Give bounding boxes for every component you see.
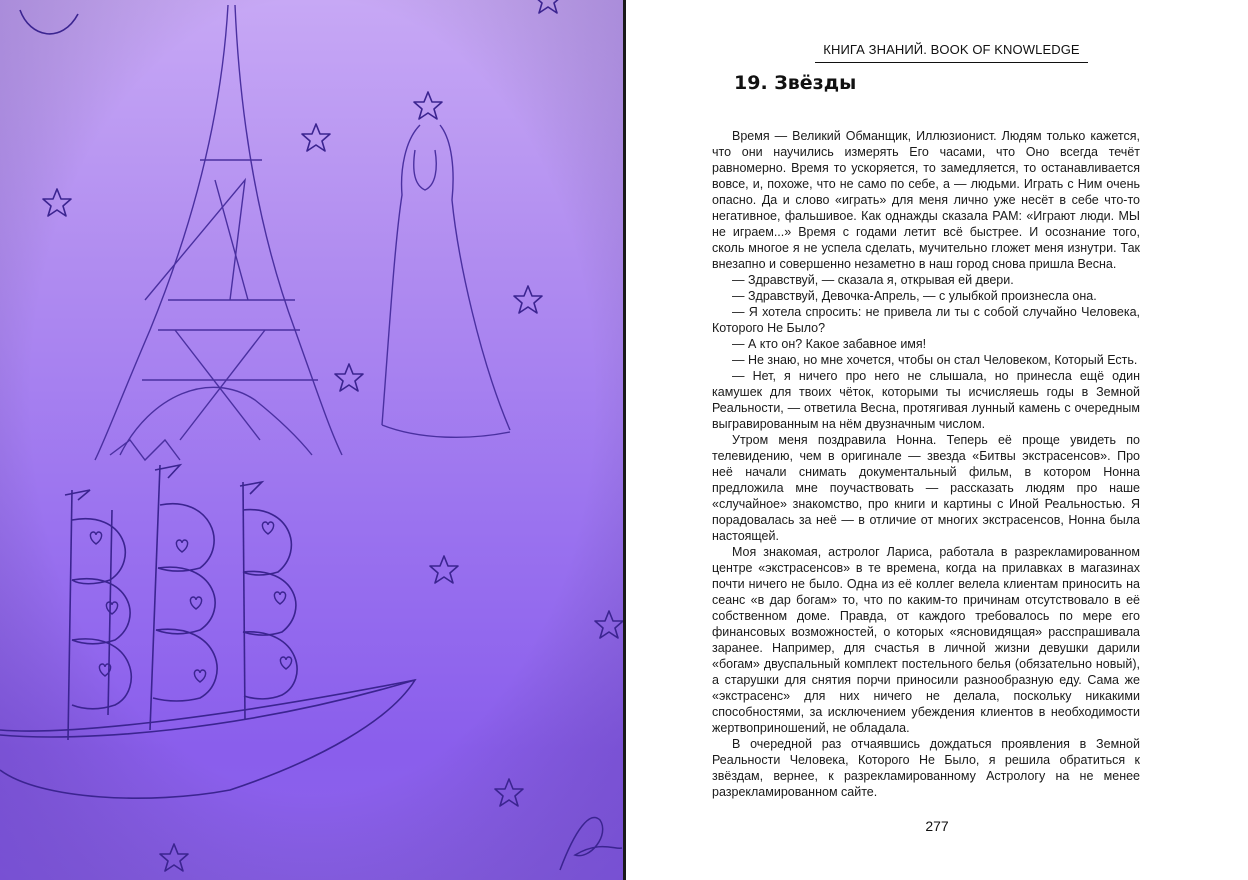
paragraph: Утром меня поздравила Нонна. Теперь её проще увидеть по телевидению, чем в оригинале — звезда «Битвы экстрасенсов». Про неё начали снимать документальный фильм, в котором Нонна предложила мне поучаствовать — рассказать людям про наше «случайное» знакомство, про книги и картины с Иной Реальностью. Я порадовалась за неё — в отличие от многих экстрасенсов, Нонна была настоящей. <box>712 433 1140 543</box>
paragraph: В очередной раз отчаявшись дождаться проявления в Земной Реальности Человека, Которого Не Было, я решила обратиться к звёздам, вернее, к разрекламированному Астрологу на не менее разрекламированном сайте. <box>712 737 1140 799</box>
paragraph: — Не знаю, но мне хочется, чтобы он стал Человеком, Который Есть. <box>732 353 1138 367</box>
paragraph: — Здравствуй, Девочка-Апрель, — с улыбкой произнесла она. <box>732 289 1097 303</box>
running-header: КНИГА ЗНАНИЙ. BOOK OF KNOWLEDGE <box>815 42 1088 63</box>
paragraph: — Нет, я ничего про него не слышала, но принесла ещё один камушек для твоих чёток, которыми ты исчисляешь годы в Земной Реальности, — ответила Весна, протягивая лунный камень с очередным выгравированным на нём двузначным числом. <box>712 369 1140 431</box>
paragraph: Моя знакомая, астролог Лариса, работала в разрекламированном центре «экстрасенсов» в те времена, когда на прилавках в магазинах почти ничего не было. Одна из её коллег велела клиентам приносить на сеанс «в дар богам» то, что по каким-то причинам отсутствовало в её собственном доме. Правда, от каждого требовалось по мере его финансовых возможностей, о которых «ясновидящая» расспрашивала заранее. Например, для счастья в личной жизни девушки дарили «богам» двуспальный комплект постельного белья (обязательно новый), а старушки для снятия порчи приносили разнообразную еду. Сама же «экстрасенс» для них ничего не делала, поскольку никакими способностями, за исключением убеждения клиентов в необходимости жертвоприношений, не обладала. <box>712 545 1140 735</box>
chapter-title: 19. Звёзды <box>734 72 857 94</box>
paragraph: Время — Великий Обманщик, Иллюзионист. Людям только кажется, что они научились измерять Его часами, что Оно всегда течёт равномерно. Время то ускоряется, то замедляется, то останавливается вовсе, и, похоже, что не само по себе, а — людьми. Играть с Ним очень опасно. Да и слово «играть» для меня лично уже несёт в себе что-то негативное, фальшивое. Как однажды сказала РАМ: «Играют люди. МЫ не играем...» Время с годами летит всё быстрее. И осознание того, сколь многое я не успела сделать, мучительно гложет меня изнутри. Так внезапно и совершенно незаметно в наш город снова пришла Весна. <box>712 129 1140 271</box>
text-page <box>626 0 1248 880</box>
paragraph: — А кто он? Какое забавное имя! <box>732 337 927 351</box>
paragraph: — Здравствуй, — сказала я, открывая ей двери. <box>732 273 1014 287</box>
paragraph: — Я хотела спросить: не привела ли ты с собой случайно Человека, Которого Не Было? <box>712 305 1140 335</box>
page-number: 277 <box>925 818 949 834</box>
body-text <box>712 128 1140 800</box>
